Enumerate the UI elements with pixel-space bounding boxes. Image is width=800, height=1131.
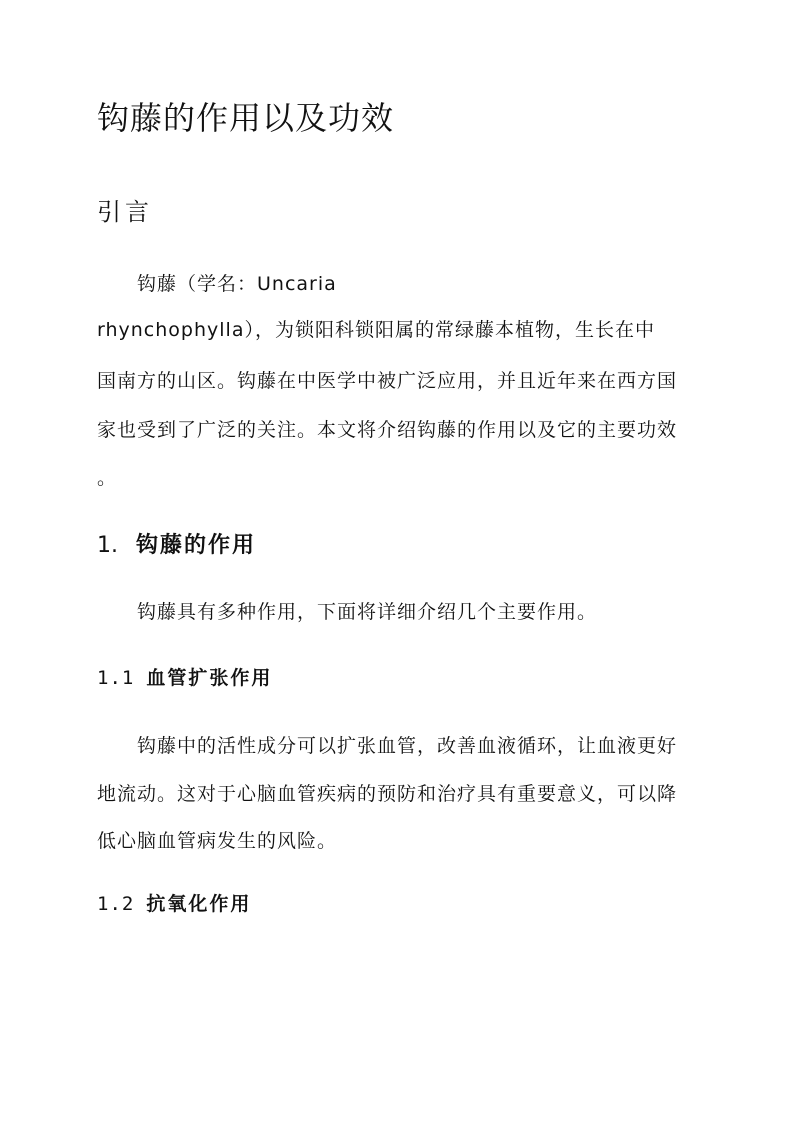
intro-line-5: 。 [97, 467, 118, 489]
section-1-title: 钩藤的作用 [136, 533, 257, 558]
intro-line-2: rhynchophylla），为锁阳科锁阳属的常绿藤本植物，生长在中 [97, 319, 655, 341]
section-1-1-line-1: 钩藤中的活性成分可以扩张血管，改善血液循环，让血液更好 [137, 735, 678, 757]
intro-heading: 引言 [97, 198, 153, 226]
intro-line-3: 国南方的山区。钩藤在中医学中被广泛应用，并且近年来在西方国 [97, 370, 678, 392]
section-1-1-number: 1.1 [97, 667, 135, 689]
section-1-2-heading [97, 890, 251, 918]
section-1-2-number: 1.2 [97, 893, 135, 915]
section-1-heading [97, 530, 256, 562]
intro-line-1: 钩藤（学名：Uncaria [137, 273, 337, 295]
section-1-number: 1. [97, 533, 118, 558]
document-title: 钩藤的作用以及功效 [97, 99, 395, 137]
section-1-1-heading [97, 664, 272, 692]
intro-line-4: 家也受到了广泛的关注。本文将介绍钩藤的作用以及它的主要功效 [97, 419, 678, 441]
section-1-1-title: 血管扩张作用 [146, 667, 273, 689]
section-1-1-line-3: 低心脑血管病发生的风险。 [97, 830, 338, 852]
section-1-1-line-2: 地流动。这对于心脑血管疾病的预防和治疗具有重要意义，可以降 [97, 783, 678, 805]
section-1-intro: 钩藤具有多种作用，下面将详细介绍几个主要作用。 [137, 601, 598, 623]
section-1-2-title: 抗氧化作用 [146, 893, 252, 915]
